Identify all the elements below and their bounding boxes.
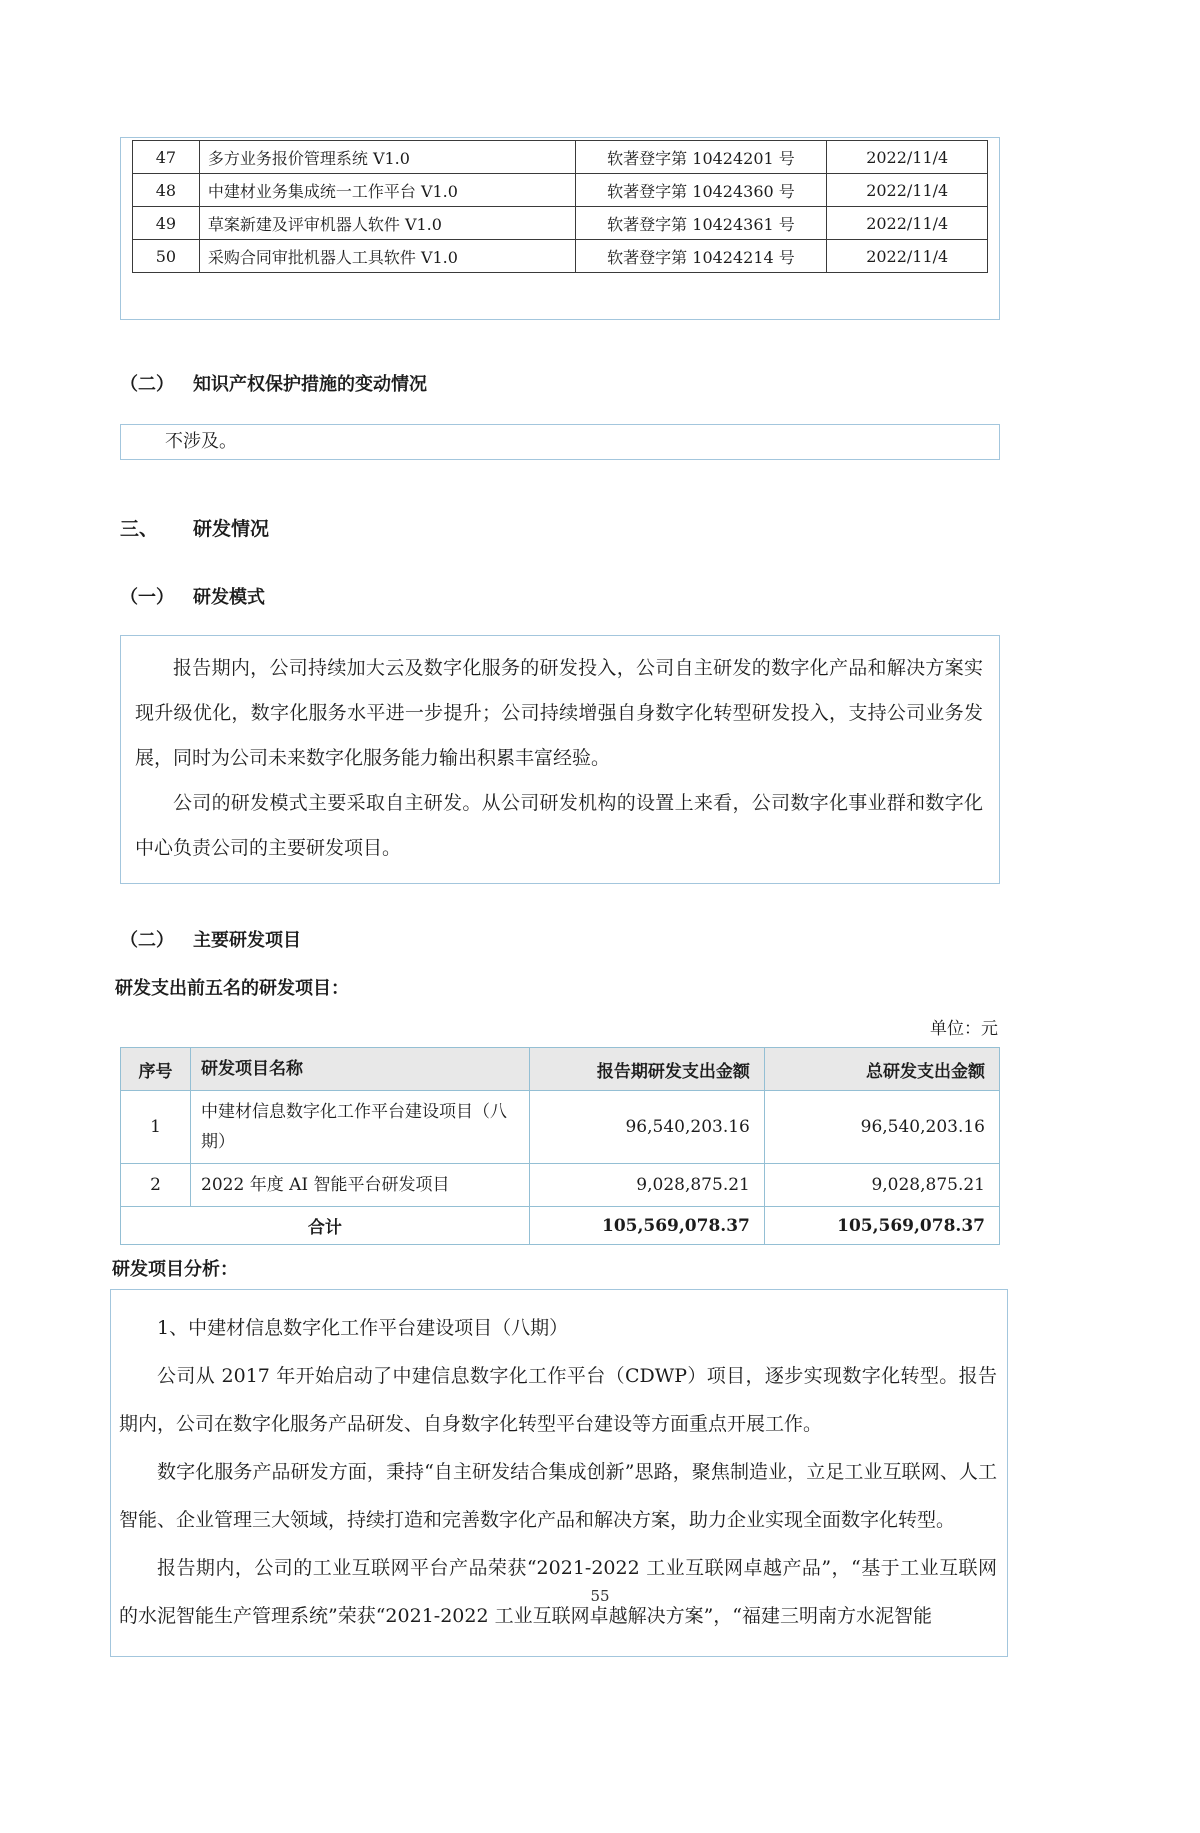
cell-total-label: 合计 bbox=[121, 1207, 530, 1245]
rd-expenditure-table bbox=[120, 1047, 1000, 1245]
cell-software-name: 中建材业务集成统一工作平台 V1.0 bbox=[199, 174, 575, 207]
column-header-name: 研发项目名称 bbox=[191, 1048, 530, 1091]
cell-registration-date: 2022/11/4 bbox=[827, 141, 988, 174]
paragraph: 报告期内，公司的工业互联网平台产品荣获“2021-2022 工业互联网卓越产品”，“基于工业互联网的水泥智能生产管理系统”荣获“2021-2022 工业互联网卓越解决方案”，“福建三明南方水泥智能 bbox=[119, 1557, 997, 1627]
ip-change-content: 不涉及。 bbox=[165, 431, 237, 452]
document-page bbox=[0, 137, 1200, 1833]
rd-top5-subtitle: 研发支出前五名的研发项目： bbox=[115, 978, 349, 999]
column-header-period: 报告期研发支出金额 bbox=[529, 1048, 764, 1091]
paragraph: 报告期内，公司持续加大云及数字化服务的研发投入，公司自主研发的数字化产品和解决方案实现升级优化，数字化服务水平进一步提升；公司持续增强自身数字化转型研发投入，支持公司业务发展，同时为公司未来数字化服务能力输出积累丰富经验。 bbox=[135, 657, 983, 769]
section-heading-rd bbox=[120, 514, 1000, 541]
cell-period-amount: 96,540,203.16 bbox=[529, 1091, 764, 1164]
table-total-row bbox=[121, 1207, 1000, 1245]
section-title: 主要研发项目 bbox=[193, 930, 301, 951]
cell-registration-no: 软著登字第 10424360 号 bbox=[575, 174, 827, 207]
cell-row-number: 1 bbox=[121, 1091, 191, 1164]
analysis-label: 研发项目分析： bbox=[112, 1259, 238, 1280]
table-header-row bbox=[121, 1048, 1000, 1091]
cell-row-number: 47 bbox=[133, 141, 200, 174]
cell-period-amount: 9,028,875.21 bbox=[529, 1164, 764, 1207]
ip-change-content-box bbox=[120, 424, 1000, 460]
cell-total-total-amount: 105,569,078.37 bbox=[764, 1207, 999, 1245]
section-title: 知识产权保护措施的变动情况 bbox=[193, 374, 427, 395]
section-title: 研发情况 bbox=[193, 518, 270, 540]
table-row bbox=[133, 207, 988, 240]
section-heading-rd-mode bbox=[120, 583, 1000, 609]
table-row bbox=[133, 240, 988, 273]
table-row bbox=[121, 1091, 1000, 1164]
section-title: 研发模式 bbox=[193, 587, 265, 608]
cell-registration-date: 2022/11/4 bbox=[827, 174, 988, 207]
analysis-heading: 1、中建材信息数字化工作平台建设项目（八期） bbox=[157, 1317, 569, 1339]
table-row bbox=[133, 174, 988, 207]
cell-row-number: 50 bbox=[133, 240, 200, 273]
cell-total-amount: 96,540,203.16 bbox=[764, 1091, 999, 1164]
page-number: 55 bbox=[590, 1587, 610, 1605]
paragraph: 数字化服务产品研发方面，秉持“自主研发结合集成创新”思路，聚焦制造业，立足工业互联网、人工智能、企业管理三大领域，持续打造和完善数字化产品和解决方案，助力企业实现全面数字化转型。 bbox=[119, 1461, 997, 1531]
cell-registration-no: 软著登字第 10424201 号 bbox=[575, 141, 827, 174]
cell-registration-no: 软著登字第 10424361 号 bbox=[575, 207, 827, 240]
paragraph: 公司从 2017 年开始启动了中建信息数字化工作平台（CDWP）项目，逐步实现数字化转型。报告期内，公司在数字化服务产品研发、自身数字化转型平台建设等方面重点开展工作。 bbox=[119, 1365, 997, 1435]
cell-total-period-amount: 105,569,078.37 bbox=[529, 1207, 764, 1245]
cell-row-number: 49 bbox=[133, 207, 200, 240]
rd-mode-content-box bbox=[120, 635, 1000, 884]
cell-project-name: 2022 年度 AI 智能平台研发项目 bbox=[191, 1164, 530, 1207]
column-header-total: 总研发支出金额 bbox=[764, 1048, 999, 1091]
column-header-no: 序号 bbox=[121, 1048, 191, 1091]
software-copyright-table bbox=[132, 140, 988, 273]
cell-row-number: 48 bbox=[133, 174, 200, 207]
cell-registration-date: 2022/11/4 bbox=[827, 207, 988, 240]
section-heading-rd-projects bbox=[120, 926, 1000, 952]
table-row bbox=[121, 1164, 1000, 1207]
section-label: （二） bbox=[120, 930, 174, 951]
section-label: 三、 bbox=[120, 518, 159, 540]
cell-software-name: 采购合同审批机器人工具软件 V1.0 bbox=[199, 240, 575, 273]
software-copyright-table-container bbox=[120, 137, 1000, 320]
paragraph: 公司的研发模式主要采取自主研发。从公司研发机构的设置上来看，公司数字化事业群和数字化中心负责公司的主要研发项目。 bbox=[135, 792, 983, 859]
table-row bbox=[133, 141, 988, 174]
section-label: （二） bbox=[120, 374, 174, 395]
section-heading-ip-change bbox=[120, 370, 1000, 396]
cell-total-amount: 9,028,875.21 bbox=[764, 1164, 999, 1207]
cell-row-number: 2 bbox=[121, 1164, 191, 1207]
cell-registration-no: 软著登字第 10424214 号 bbox=[575, 240, 827, 273]
cell-registration-date: 2022/11/4 bbox=[827, 240, 988, 273]
unit-label: 单位：元 bbox=[930, 1019, 998, 1039]
cell-software-name: 多方业务报价管理系统 V1.0 bbox=[199, 141, 575, 174]
cell-project-name: 中建材信息数字化工作平台建设项目（八期） bbox=[191, 1091, 530, 1164]
cell-software-name: 草案新建及评审机器人软件 V1.0 bbox=[199, 207, 575, 240]
section-label: （一） bbox=[120, 587, 174, 608]
